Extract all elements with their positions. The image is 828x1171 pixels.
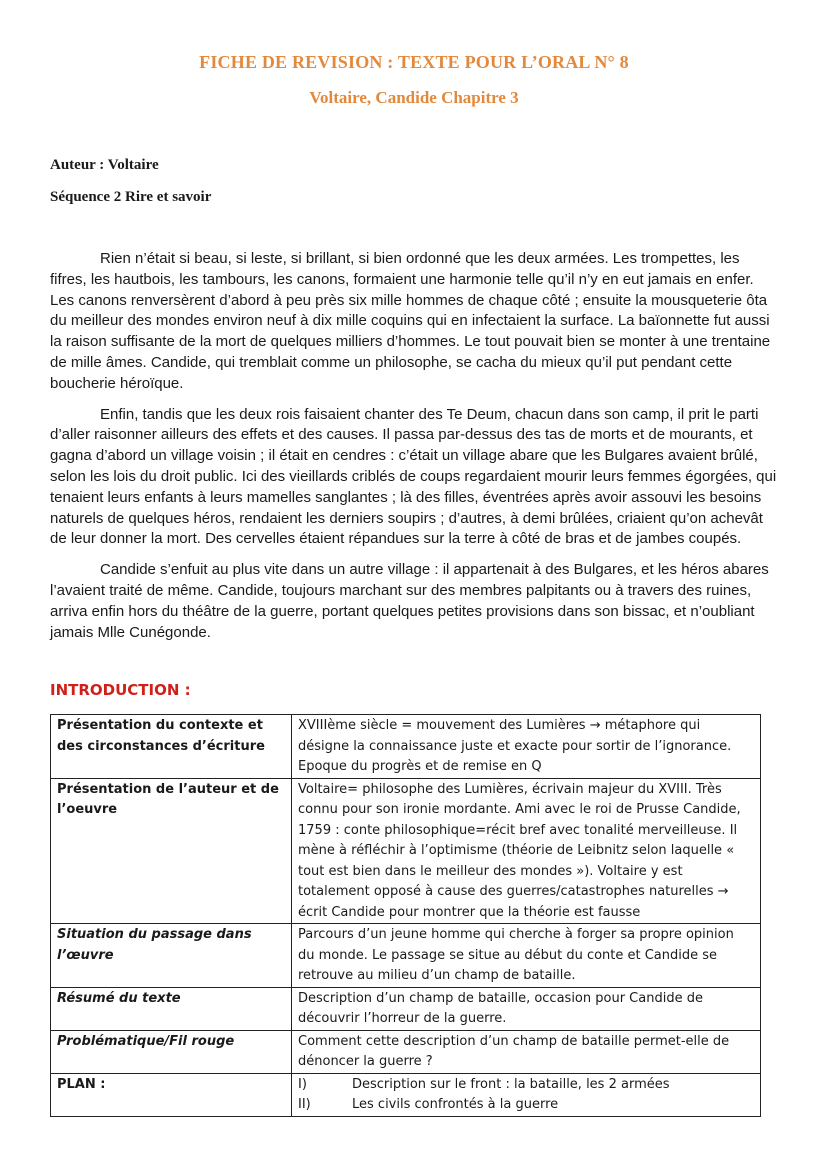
excerpt-paragraph: Enfin, tandis que les deux rois faisaient chanter des Te Deum, chacun dans son camp, il prit le parti d’aller raisonner ailleurs des effets et des causes. Il passa par-dessus des tas de morts et de mourants, et gagna d’abord un village voisin ; il était en cendres : c’était un village abare que les Bulgares avaient brûlé, selon les lois du droit public. Ici des vieillards criblés de coups regardaient mourir leurs femmes égorgées, qui tenaient leurs enfants à leurs mamelles sanglantes ; là des filles, éventrées après avoir assouvi les besoins naturels de quelques héros, rendaient les derniers soupirs ; d’autres, à demi brûlées, criaient qu’on achevât de leur donner la mort. Des cervelles étaient répandues sur la terre à côté de bras et de jambes coupés. (50, 405, 777, 548)
plan-row (51, 1073, 761, 1116)
table-row (51, 715, 761, 779)
plan-item (298, 1095, 754, 1116)
plan-item-number: I) (298, 1076, 307, 1092)
introduction-heading: INTRODUCTION : (50, 681, 191, 699)
row-label: Résumé du texte (51, 987, 292, 1030)
row-label: Présentation de l’auteur et de l’oeuvre (51, 778, 292, 924)
row-label: Situation du passage dans l’œuvre (51, 924, 292, 988)
plan-content (292, 1073, 761, 1116)
table-row (51, 987, 761, 1030)
excerpt-paragraph: Candide s’enfuit au plus vite dans un autre village : il appartenait à des Bulgares, et les héros abares l’avaient traité de même. Candide, toujours marchant sur des membres palpitants ou à travers des ruines, arriva enfin hors du théâtre de la guerre, portant quelques petites provisions dans son bissac, et n’oubliant jamais Mlle Cunégonde. (50, 561, 769, 641)
document-title: FICHE DE REVISION : TEXTE POUR L’ORAL N° 8 (199, 52, 629, 72)
table-row (51, 1030, 761, 1073)
plan-item (298, 1075, 754, 1096)
plan-item-text: Description sur le front : la bataille, les 2 armées (352, 1076, 670, 1092)
table-row (51, 924, 761, 988)
plan-item-text: Les civils confrontés à la guerre (352, 1097, 559, 1112)
author-line: Auteur : Voltaire (50, 157, 159, 173)
introduction-table (50, 714, 761, 1117)
row-label: Présentation du contexte et des circonstances d’écriture (51, 715, 292, 779)
plan-item-number: II) (298, 1097, 311, 1112)
row-content: Voltaire= philosophe des Lumières, écrivain majeur du XVIII. Très connu pour son ironie mordante. Ami avec le roi de Prusse Candide, 1759 : conte philosophique=récit bref avec tonalité merveilleuse. Il mène à réfléchir à l’optimisme (théorie de Leibnitz selon laquelle « tout est bien dans le meilleur des mondes »). Voltaire y est totalement opposé à cause des guerres/catastrophes naturelles → écrit Candide pour montrer que la théorie est fausse (292, 778, 761, 924)
row-content: Parcours d’un jeune homme qui cherche à forger sa propre opinion du monde. Le passage se situe au début du conte et Candide se retrouve au milieu d’un champ de bataille. (292, 924, 761, 988)
row-content: Comment cette description d’un champ de bataille permet-elle de dénoncer la guerre ? (292, 1030, 761, 1073)
excerpt-text (50, 249, 778, 653)
table-row (51, 778, 761, 924)
plan-label: PLAN : (51, 1073, 292, 1116)
row-content: XVIIIème siècle = mouvement des Lumières → métaphore qui désigne la connaissance juste et exacte pour sortir de l’ignorance. Epoque du progrès et de remise en Q (292, 715, 761, 779)
excerpt-paragraph: Rien n’était si beau, si leste, si brillant, si bien ordonné que les deux armées. Les trompettes, les fifres, les hautbois, les tambours, les canons, formaient une harmonie telle qu’il n’y en eut jamais en enfer. Les canons renversèrent d’abord à peu près six mille hommes de chaque côté ; ensuite la mousqueterie ôta du meilleur des mondes environ neuf à dix mille coquins qui en infectaient la surface. La baïonnette fut aussi la raison suffisante de la mort de quelques milliers d’hommes. Le tout pouvait bien se monter à une trentaine de mille âmes. Candide, qui tremblait comme un philosophe, se cacha du mieux qu’il put pendant cette boucherie héroïque. (50, 250, 771, 392)
row-content: Description d’un champ de bataille, occasion pour Candide de découvrir l’horreur de la guerre. (292, 987, 761, 1030)
row-label: Problématique/Fil rouge (51, 1030, 292, 1073)
sequence-line: Séquence 2 Rire et savoir (50, 189, 212, 205)
document-subtitle: Voltaire, Candide Chapitre 3 (309, 88, 519, 107)
